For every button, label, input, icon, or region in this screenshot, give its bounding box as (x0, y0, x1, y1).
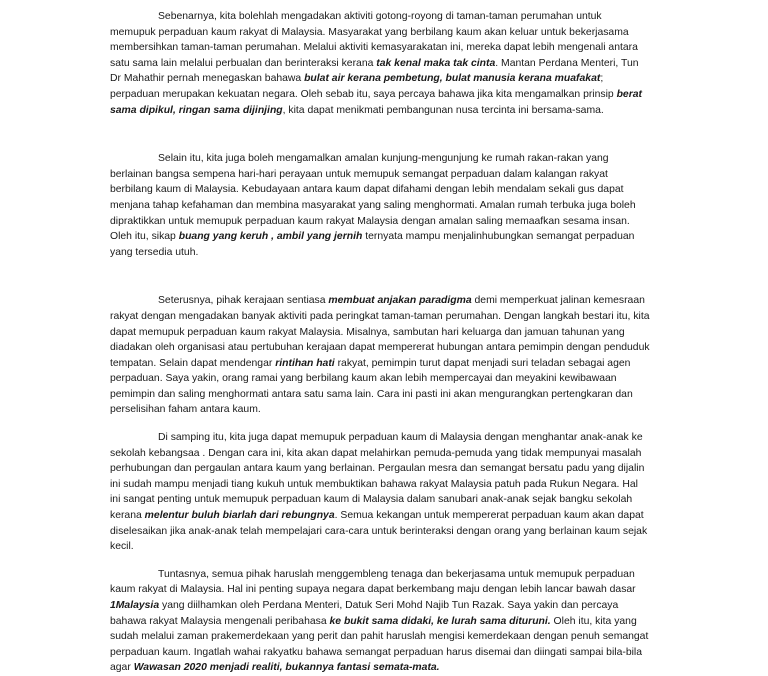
paragraph-text: , kita dapat menikmati pembangunan nusa tercinta ini bersama-sama. (282, 104, 604, 116)
paragraph-text: . Semua kekangan untuk mempererat perpaduan kaum akan dapat diselesaikan jika anak-anak telah mempelajari cara-cara untuk berinteraksi dengan orang yang berlainan kaum sejak kecil. (110, 510, 648, 553)
emphasized-phrase: melentur buluh biarlah dari rebungnya (144, 510, 335, 522)
paragraph-text: ; perpaduan merupakan kekuatan negara. Oleh sebab itu, saya percaya bahawa jika kita mengamalkan prinsip (110, 73, 617, 100)
emphasized-phrase: rintihan hati (275, 357, 335, 369)
paragraph-gotong-royong (110, 9, 650, 118)
paragraph-text: ternyata mampu menjalinhubungkan semangat perpaduan yang tersedia utuh. (110, 231, 635, 258)
paragraph-text: Selain itu, kita juga boleh mengamalkan amalan kunjung-mengunjung ke rumah rakan-rakan yang berlainan bangsa sempena hari-hari perayaan untuk memupuk semangat perpaduan dalam kalangan rakyat berbilang kaum di Malaysia. Kebudayaan antara kaum dapat difahami dengan lebih mendalam sekali gus dapat menjana tahap kefahaman dan membina masyarakat yang saling menghormati. Amalan rumah terbuka juga boleh dipraktikkan untuk memupuk perpaduan kaum rakyat Malaysia dengan amalan saling memaafkan sesama insan. Oleh itu, sikap (110, 153, 636, 243)
paragraph-text: Seterusnya, pihak kerajaan sentiasa (158, 295, 329, 307)
emphasized-phrase: bulat air kerana pembetung, bulat manusia kerana muafakat (304, 73, 601, 85)
emphasized-phrase: ke bukit sama didaki, ke lurah sama dituruni. (329, 615, 551, 627)
emphasized-phrase: membuat anjakan paradigma (328, 295, 472, 307)
emphasized-phrase: tak kenal maka tak cinta (376, 57, 496, 69)
paragraph-kunjung-mengunjung (110, 151, 650, 260)
paragraph-text: yang diilhamkan oleh Perdana Menteri, Datuk Seri Mohd Najib Tun Razak. Saya yakin dan percaya bahawa rakyat Malaysia mengenali peribahasa (110, 600, 619, 627)
paragraph-text: Oleh itu, kita yang sudah melalui zaman prakemerdekaan yang perit dan pahit haruslah mengisi kemerdekaan dengan penuh semangat perpaduan kaum. Ingatlah wahai rakyatku bahawa semangat perpaduan harus disemai dan diingati sampai bila-bila agar (110, 615, 649, 674)
emphasized-phrase: berat sama dipikul, ringan sama dijinjing (110, 88, 642, 116)
document-page (110, 9, 650, 676)
emphasized-phrase: buang yang keruh , ambil yang jernih (178, 231, 363, 243)
paragraph-text: rakyat, pemimpin turut dapat menjadi suri teladan sebagai agen perpaduan. Saya yakin, orang ramai yang berbilang kaum akan lebih mempercayai dan meyakini kewibawaan pemimpin dan saling menghormati antara satu sama lain. Cara ini pasti ini akan mengurangkan pertengkaran dan perselisihan faham antara kaum. (110, 357, 633, 416)
paragraph-text: Tuntasnya, semua pihak haruslah menggembleng tenaga dan bekerjasama untuk memupuk perpaduan kaum rakyat di Malaysia. Hal ini penting supaya negara dapat berkembang maju dengan lebih lancar bawah dasar (110, 568, 636, 596)
paragraph-text: . Mantan Perdana Menteri, Tun Dr Mahathir pernah menegaskan bahawa (110, 57, 639, 85)
paragraph-tuntasnya (110, 567, 650, 676)
paragraph-sekolah-kebangsaan (110, 430, 650, 555)
emphasized-phrase: 1Malaysia (110, 600, 160, 611)
paragraph-text: Di samping itu, kita juga dapat memupuk perpaduan kaum di Malaysia dengan menghantar anak-anak ke sekolah kebangsaa . Dengan cara ini, kita akan dapat melahirkan pemuda-pemuda yang tidak mempunyai masalah perhubungan dan pergaulan antara kaum yang berlainan. Pergaulan mesra dan semangat bersatu padu yang dijalin ini sudah mampu menjadi tiang kukuh untuk membuktikan bahawa rakyat Malaysia patuh pada Rukun Negara. Hal ini sangat penting untuk memupuk perpaduan kaum di Malaysia dalam sanubari anak-anak sejak bangku sekolah kerana (110, 432, 645, 522)
paragraph-text: Sebenarnya, kita bolehlah mengadakan aktiviti gotong-royong di taman-taman perumahan untuk memupuk perpaduan kaum rakyat di Malaysia. Masyarakat yang berbilang kaum akan keluar untuk bekerjasama membersihkan taman-taman perumahan. Melalui aktiviti kemasyarakatan ini, mereka dapat lebih mengenali antara satu sama lain melalui perbualan dan berinteraksi kerana (110, 11, 638, 69)
paragraph-kerajaan (110, 293, 650, 418)
emphasized-phrase: Wawasan 2020 menjadi realiti, bukannya fantasi semata-mata. (133, 662, 440, 674)
paragraph-text: demi memperkuat jalinan kemesraan rakyat dengan mengadakan banyak aktiviti pada peringkat taman-taman perumahan. Dengan langkah bestari itu, kita dapat memupuk perpaduan kaum rakyat Malaysia. Misalnya, sambutan hari keluarga dan jamuan tahunan yang diadakan oleh organisasi atau pertubuhan kerajaan dapat mempererat hubungan antara pemimpin dengan penduduk tempatan. Selain dapat mendengar (110, 295, 650, 369)
